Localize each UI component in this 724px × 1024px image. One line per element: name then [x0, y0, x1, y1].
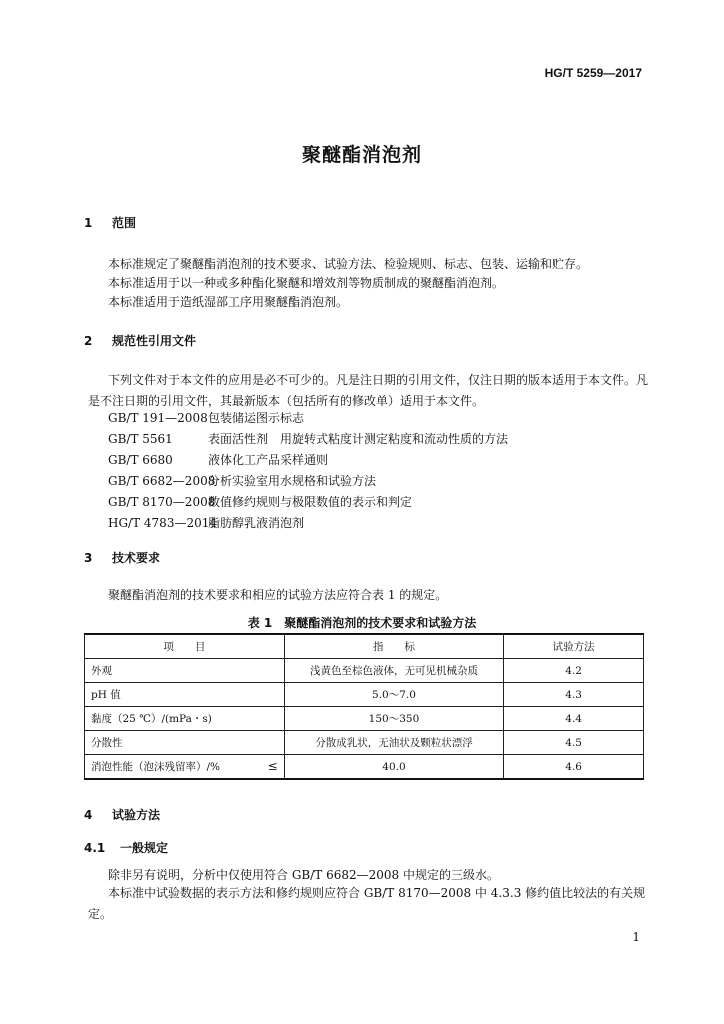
table-row [85, 683, 644, 707]
reference-code: GB/T 191—2008 [108, 411, 208, 425]
table-row [85, 707, 644, 731]
section-2-heading [84, 332, 196, 349]
cell-spec: 150～350 [284, 707, 504, 731]
reference-item [108, 430, 508, 447]
header-spec: 指 标 [284, 634, 504, 659]
cell-item [85, 707, 285, 731]
reference-title: 包装储运图示标志 [208, 411, 305, 425]
document-title: 聚醚酯消泡剂 [301, 144, 422, 166]
page-number: 1 [632, 930, 640, 944]
reference-item [108, 514, 304, 531]
subsection-number: 4.1 [84, 841, 106, 855]
general-rule-paragraph-2: 本标准中试验数据的表示方法和修约规则应符合 GB/T 8170—2008 中 4.3.3 修约值比较法的有关规定。 [88, 886, 646, 921]
header-item: 项 目 [85, 634, 285, 659]
table-row [85, 659, 644, 683]
reference-code: GB/T 8170—2008 [108, 495, 216, 509]
reference-title: 脂肪醇乳液消泡剂 [208, 516, 305, 530]
reference-item [108, 451, 328, 468]
scope-paragraph-1: 本标准规定了聚醚酯消泡剂的技术要求、试验方法、检验规则、标志、包装、运输和贮存。 [108, 257, 589, 271]
general-rule-paragraph-1: 除非另有说明，分析中仅使用符合 GB/T 6682—2008 中规定的三级水。 [108, 868, 499, 882]
reference-item [108, 472, 376, 489]
reference-code: GB/T 6680 [108, 453, 173, 467]
section-title: 技术要求 [112, 551, 161, 565]
table-row [85, 731, 644, 755]
cell-spec: 5.0～7.0 [284, 683, 504, 707]
normative-intro: 下列文件对于本文件的应用是必不可少的。凡是注日期的引用文件，仅注日期的版本适用于本文件。凡是不注日期的引用文件，其最新版本（包括所有的修改单）适用于本文件。 [88, 373, 649, 408]
reference-title: 表面活性剂 用旋转式粘度计测定粘度和流动性质的方法 [208, 432, 509, 446]
subsection-4-1-heading [84, 839, 168, 856]
cell-spec: 浅黄色至棕色液体，无可见机械杂质 [284, 659, 504, 683]
section-title: 范围 [112, 216, 137, 230]
reference-item [108, 409, 304, 426]
table-caption: 表 1 聚醚酯消泡剂的技术要求和试验方法 [247, 616, 477, 630]
operator-symbol: ≤ [267, 759, 278, 773]
standard-code: HG/T 5259—2017 [544, 66, 642, 80]
item-label: 分散性 [91, 737, 123, 749]
table-header-row [85, 634, 644, 659]
cell-method: 4.5 [504, 731, 644, 755]
section-title: 试验方法 [112, 808, 161, 822]
section-1-heading [84, 214, 136, 231]
cell-method: 4.2 [504, 659, 644, 683]
cell-method: 4.3 [504, 683, 644, 707]
table-row [85, 755, 644, 780]
cell-item [85, 731, 285, 755]
reference-title: 数值修约规则与极限数值的表示和判定 [208, 495, 413, 509]
cell-spec: 40.0 [284, 755, 504, 780]
section-number: 1 [84, 216, 93, 230]
reference-title: 分析实验室用水规格和试验方法 [208, 474, 377, 488]
section-number: 2 [84, 334, 93, 348]
reference-code: HG/T 4783—2014 [108, 516, 217, 530]
cell-item [85, 659, 285, 683]
scope-paragraph-2: 本标准适用于以一种或多种酯化聚醚和增效剂等物质制成的聚醚酯消泡剂。 [108, 276, 505, 290]
scope-paragraph-3: 本标准适用于造纸湿部工序用聚醚酯消泡剂。 [108, 295, 349, 309]
item-label: 黏度（25 ℃）/(mPa・s) [91, 713, 212, 725]
subsection-title: 一般规定 [120, 841, 169, 855]
tech-requirements-paragraph: 聚醚酯消泡剂的技术要求和相应的试验方法应符合表 1 的规定。 [108, 588, 448, 602]
section-number: 3 [84, 551, 93, 565]
cell-item [85, 755, 285, 780]
requirements-table [84, 633, 644, 780]
item-label: 消泡性能（泡沫残留率）/% [91, 761, 221, 773]
section-4-heading [84, 806, 160, 823]
section-title: 规范性引用文件 [112, 334, 197, 348]
cell-item [85, 683, 285, 707]
cell-method: 4.6 [504, 755, 644, 780]
item-label: 外观 [91, 665, 112, 677]
section-number: 4 [84, 808, 93, 822]
item-label: pH 值 [91, 689, 121, 701]
reference-code: GB/T 6682—2008 [108, 474, 216, 488]
cell-method: 4.4 [504, 707, 644, 731]
section-3-heading [84, 549, 160, 566]
cell-spec: 分散成乳状，无油状及颗粒状漂浮 [284, 731, 504, 755]
header-method: 试验方法 [504, 634, 644, 659]
reference-code: GB/T 5561 [108, 432, 173, 446]
reference-item [108, 493, 412, 510]
reference-title: 液体化工产品采样通则 [208, 453, 329, 467]
